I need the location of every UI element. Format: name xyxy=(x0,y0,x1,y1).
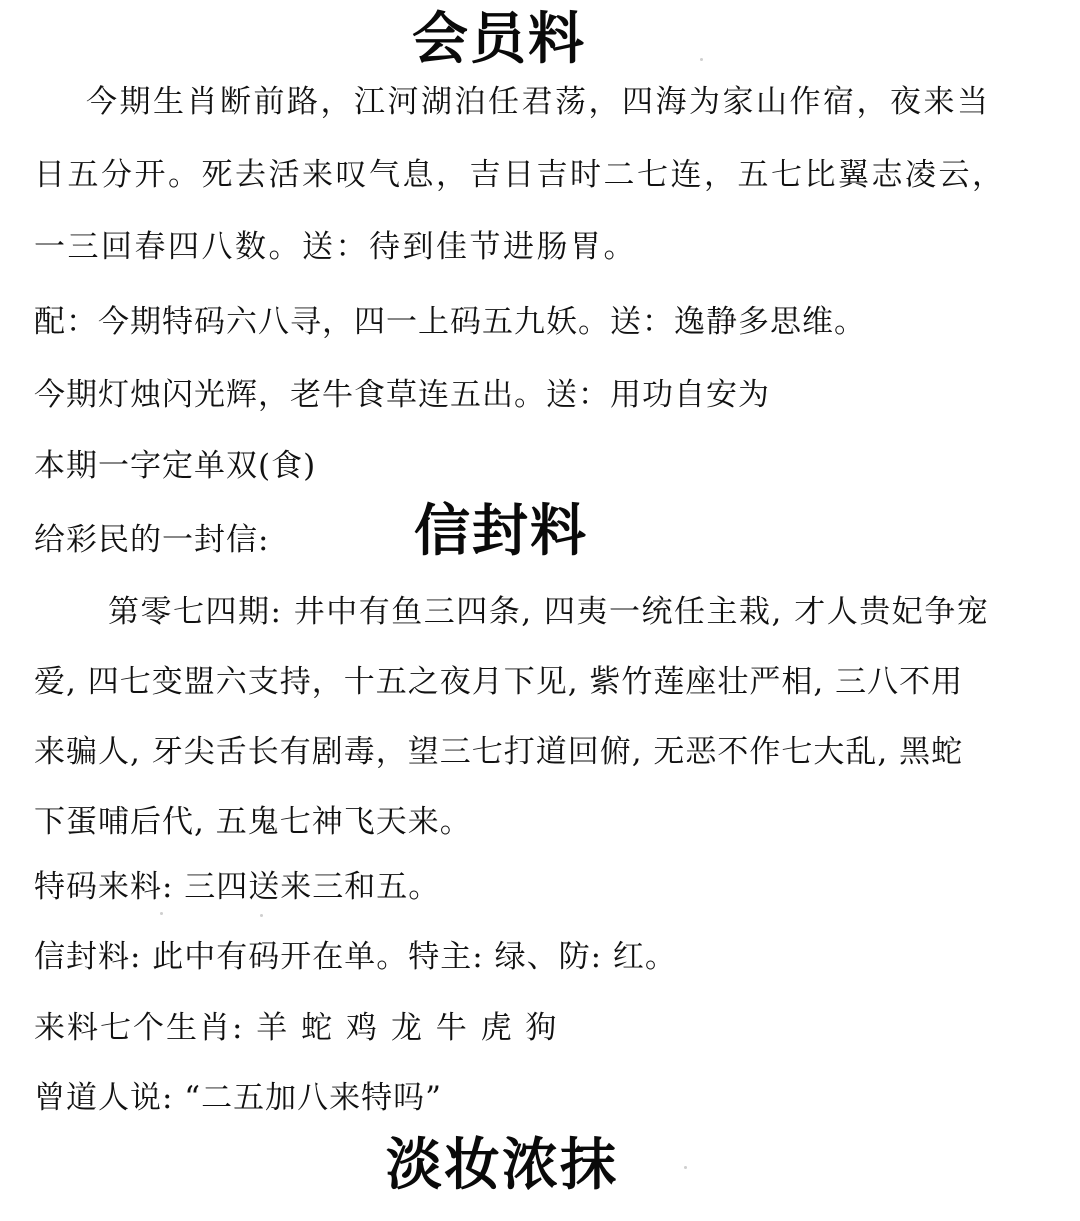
special-code-line: 特码来料: 三四送来三和五。 xyxy=(34,869,441,905)
lamp-line: 今期灯烛闪光辉，老牛食草连五出。送：用功自安为 xyxy=(34,377,770,413)
pairing-line: 配：今期特码六八寻，四一上码五九妖。送：逸静多思维。 xyxy=(34,304,866,340)
odd-even-line: 本期一字定单双(食) xyxy=(34,448,317,484)
envelope-code-line: 信封料: 此中有码开在单。特主: 绿、防: 红。 xyxy=(34,939,677,975)
envelope-paragraph-line-1: 第零七四期: 井中有鱼三四条, 四夷一统任主栽, 才人贵妃争宠 xyxy=(108,594,990,630)
scan-speck xyxy=(700,58,703,61)
scan-speck xyxy=(260,914,263,917)
quote-line: 曾道人说: “二五加八来特吗” xyxy=(34,1080,442,1116)
member-paragraph-line-1: 今期生肖断前路，江河湖泊任君荡，四海为家山作宿，夜来当 xyxy=(86,84,991,120)
member-paragraph-line-2: 日五分开。死去活来叹气息，吉日吉时二七连，五七比翼志凌云， xyxy=(34,157,1006,193)
scan-speck xyxy=(160,912,163,915)
heading-member-info: 会员料 xyxy=(412,7,586,72)
envelope-paragraph-line-2: 爱, 四七变盟六支持，十五之夜月下见, 紫竹莲座壮严相, 三八不用 xyxy=(34,664,964,700)
scan-speck xyxy=(684,1166,687,1169)
zodiac-line: 来料七个生肖: 羊 蛇 鸡 龙 牛 虎 狗 xyxy=(34,1010,559,1046)
envelope-paragraph-line-4: 下蛋哺后代, 五鬼七神飞天来。 xyxy=(34,804,472,840)
letter-label: 给彩民的一封信: xyxy=(34,522,270,558)
member-paragraph-line-3: 一三回春四八数。送：待到佳节进肠胃。 xyxy=(34,229,637,265)
heading-envelope-info: 信封料 xyxy=(414,499,588,564)
envelope-paragraph-line-3: 来骗人, 牙尖舌长有剧毒，望三七打道回俯, 无恶不作七大乱, 黑蛇 xyxy=(34,734,964,770)
heading-light-heavy-makeup: 淡妆浓抹 xyxy=(386,1133,618,1198)
